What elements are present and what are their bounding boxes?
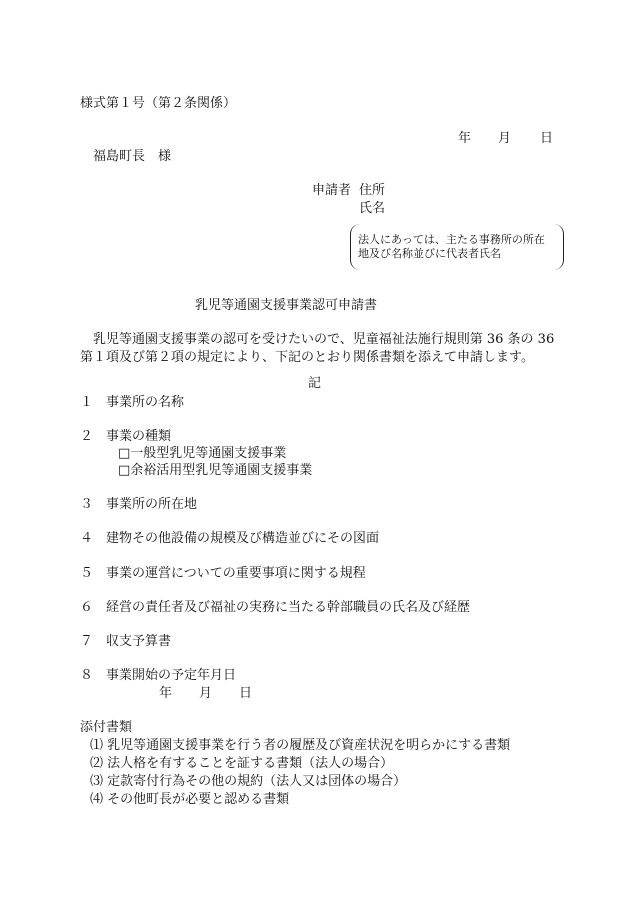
type-option-surplus[interactable]: □余裕活用型乳児等通園支援事業: [118, 463, 313, 478]
item-text-2: 事業の種類: [106, 429, 172, 444]
ki-heading: 記: [308, 376, 322, 391]
item-number-4: ４: [80, 531, 94, 546]
item-text-6: 経営の責任者及び福祉の実務に当たる幹部職員の氏名及び経歴: [106, 600, 471, 615]
item-text-7: 収支予算書: [106, 634, 172, 649]
type-option-general[interactable]: □一般型乳児等通園支援事業: [118, 446, 287, 461]
representative-note-line1: 法人にあっては、主たる事務所の所在: [358, 233, 545, 246]
start-date-day: 日: [239, 686, 253, 701]
applicant-label: 申請者: [312, 183, 352, 198]
date-year-label: 年: [458, 131, 472, 146]
item-text-5: 事業の運営についての重要事項に関する規程: [106, 566, 366, 581]
form-number: 様式第１号（第２条関係）: [80, 96, 237, 111]
item-text-3: 事業所の所在地: [106, 497, 198, 512]
attachment-item-1: ⑴ 乳児等通園支援事業を行う者の履歴及び資産状況を明らかにする書類: [90, 738, 511, 753]
addressee: 福島町長 様: [93, 149, 172, 164]
attachment-item-4: ⑷ その他町長が必要と認める書類: [90, 792, 290, 807]
date-day-label: 日: [540, 131, 554, 146]
attachments-heading: 添付書類: [80, 720, 133, 735]
item-number-7: ７: [80, 634, 94, 649]
item-text-8: 事業開始の予定年月日: [106, 668, 237, 683]
item-number-3: ３: [80, 497, 94, 512]
body-line-1: 乳児等通園支援事業の認可を受けたいので、児童福祉法施行規則第 36 条の 36: [93, 332, 555, 347]
name-label: 氏名: [359, 201, 386, 216]
address-label: 住所: [359, 183, 386, 198]
item-number-6: ６: [80, 600, 94, 615]
document-title: 乳児等通園支援事業認可申請書: [195, 298, 378, 313]
start-date-month: 月: [199, 686, 213, 701]
item-number-1: １: [80, 395, 94, 410]
body-line-2: 第１項及び第２項の規定により、下記のとおり関係書類を添えて申請します。: [80, 350, 534, 365]
start-date-year: 年: [159, 686, 173, 701]
item-text-1: 事業所の名称: [106, 395, 185, 410]
date-month-label: 月: [498, 131, 512, 146]
item-number-5: ５: [80, 566, 94, 581]
item-number-2: ２: [80, 429, 94, 444]
item-text-4: 建物その他設備の規模及び構造並びにその図面: [106, 531, 380, 546]
attachment-item-2: ⑵ 法人格を有することを証する書類（法人の場合）: [90, 756, 394, 771]
attachment-item-3: ⑶ 定款寄付行為その他の規約（法人又は団体の場合）: [90, 774, 407, 789]
representative-note-line2: 地及び名称並びに代表者氏名: [358, 247, 501, 260]
item-number-8: ８: [80, 668, 94, 683]
